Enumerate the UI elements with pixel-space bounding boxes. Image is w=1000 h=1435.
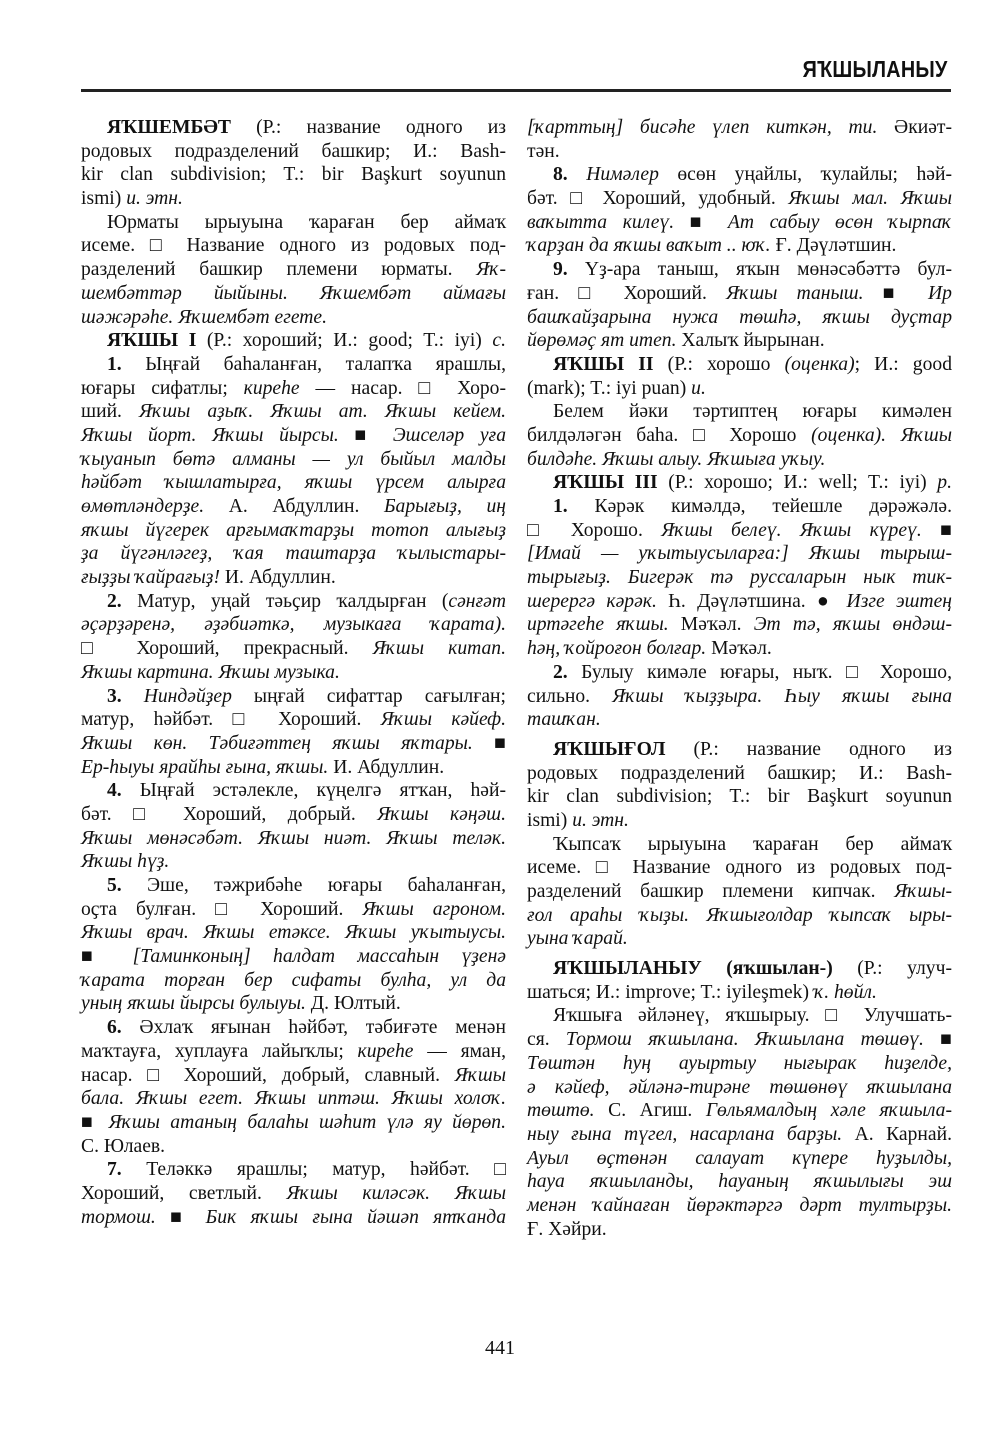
text-line [81,969,506,993]
text-line [527,234,952,258]
definition-text: А. Абдуллин. [204,496,384,517]
example-text: уның яҡшы йырсы булыуы. [81,993,306,1015]
definition-text: kir clan subdivision; T.: bir Başkurt soyunun [527,786,952,808]
text-line [527,1052,952,1076]
example-text: йөрөмәҫ ят итеп. [527,330,677,352]
definition-text: ■ [81,946,133,968]
example-text: Яҡ- [476,259,506,281]
definition-text: ған. □ Хороший. [527,282,727,304]
example-text: Яҡшы таныш. [726,282,864,304]
text-line [527,542,952,566]
example-text: Яҡшы йорт. Яҡшы йырсы. [81,424,339,446]
example-text: Яҡшы картина. Яҡшы музыка. [81,661,340,683]
text-line [81,424,506,448]
example-text: һәйбәт ҡышлатырға, яҡшы үрсем алырға [81,472,506,494]
text-line [527,282,952,306]
text-line [527,661,952,685]
definition-text: Ыңғай баһаланған, талапҡа ярашлы, [121,353,506,375]
definition-text: Халыҡ йырынан. [676,330,825,352]
text-line [81,661,506,685]
text-line [527,738,952,762]
definition-text: Ҡыпсаҡ ырыуына ҡараған бер аймаҡ [553,833,952,855]
headword: 8. [553,164,568,186]
headword: ЯҠШЫҒОЛ [553,738,666,760]
example-text: Яҡшы кәйеф. [380,709,506,731]
definition-text: Белем йәки тәртиптең юғары кимәлен [553,401,952,423]
definition-text: родовых подразделений башкир; И.: Bash- [527,762,952,784]
text-line [81,542,506,566]
text-line [81,945,506,969]
text-line [81,306,506,330]
definition-text: ■ [155,1206,206,1228]
text-line [81,187,506,211]
example-text: с. [492,330,506,352]
column-right [527,116,952,1241]
definition-text: И. Абдуллин. [328,756,445,778]
example-text: Яҡшы мөнәсәбәт. Яҡшы ниәт. Яҡшы теләк. [81,827,506,849]
example-text: башҡайҙарына нужа төшһә, яҡшы дуҫтар [527,306,952,328]
definition-text: И. Абдуллин. [219,567,336,589]
definition-text: (mark); T.: iyi puan) [527,377,692,399]
definition-text: Юрматы ырыуына ҡараған бер аймаҡ [107,211,506,233]
text-line [527,708,952,732]
text-line [81,756,506,780]
text-line [81,921,506,945]
example-text: [ҡарттың] бисәһе үлеп киткән, ти. [527,117,878,138]
text-line [81,495,506,519]
headword: 9. [553,259,568,281]
text-line [527,1076,952,1100]
definition-text: Әкиәт- [877,117,952,138]
definition-text: разделений башкир племени юрматы. [81,259,477,281]
text-line [81,1158,506,1182]
definition-text: ismi) [81,188,127,210]
definition-text: С. Юлаев. [81,1135,166,1157]
definition-text: ■ [863,282,929,304]
definition-text: (Р.: хороший; И.: good; T.: iyi) [196,330,493,352]
definition-text: — яман, [413,1040,507,1062]
example-text: Яҡшы ҡыҙҙыра. Һыу яҡшы ғына [612,685,952,707]
definition-text: Үҙ-ара таныш, яҡын мөнәсәбәттә бул- [567,259,952,281]
example-text: Ат сабыу өсөн ҡырпаҡ [727,211,952,233]
headword: ЯҠШЫ III [553,472,658,494]
example-text: ҡыуанып бөтә алманы — ул быйыл малды [81,448,506,470]
text-line [81,850,506,874]
text-line [81,116,506,140]
header-rule [81,89,951,92]
example-text: ә кәйеф, әйләнә-тирәне төшөнөү яҡшылана [527,1076,952,1098]
example-text: шәжәрәһе. Яҡшембәт егете. [81,306,328,328]
example-text: Барығыҙ, иң [383,496,507,517]
example-text: ташҡан. [527,709,601,731]
example-text: Яҡшы һүҙ. [81,851,170,873]
text-line [81,211,506,235]
text-line [527,140,952,164]
text-line [527,1194,952,1218]
text-line [527,377,952,401]
definition-text: (Р.: улуч- [832,958,952,980]
headword: 4. [107,780,122,802]
definition-text: ; И.: good [854,353,952,375]
text-line [527,400,952,424]
definition-text: С. Агиш. [594,1100,706,1122]
example-text: ғыҙҙы ҡайрағыҙ! [81,567,220,589]
headword: 1. [553,496,568,517]
text-line [527,471,952,495]
example-text: и. [691,377,706,399]
example-text: ҡ. һөйл. [813,981,877,1003]
definition-text: — насар. □ Хоро- [299,377,506,399]
definition-text: ■ [921,519,953,541]
example-text: Яҡшы китап. [372,638,506,660]
definition-text: матур, һәйбәт. □ Хороший. [81,709,381,731]
definition-text: бәт. □ Хороший, удобный. [527,188,789,210]
text-line [81,377,506,401]
text-line [81,282,506,306]
definition-text: родовых подразделений башкир; И.: Bash- [81,140,506,162]
text-line [527,785,952,809]
definition-text: Эше, тәжрибәһе юғары баһаланған, [121,875,506,896]
example-text: ҡарҙан да яҡшы ваҡыт .. юҡ. [527,235,771,257]
text-line [81,1087,506,1111]
headword: 2. [553,661,568,683]
text-line [527,519,952,543]
definition-text: ■ [338,424,393,446]
headword: ЯҠШЫ I [107,330,197,352]
example-text: и. этн. [126,188,183,210]
example-text: Эшселәр уға [392,424,506,446]
definition-text: Кәрәк кимәлдә, тейешле дәрәжәлә. [567,496,952,517]
example-text: Яҡшы- [894,881,952,902]
text-line [81,590,506,614]
definition-text: ■ [81,1111,109,1133]
definition-text: ■ [674,211,728,233]
definition-text: юғары сифатлы; [81,377,244,399]
headword: 1. [107,353,122,375]
example-text: Яҡшы көн. Тәбиғәттең яҡшы яҡтары. [81,732,473,754]
definition-text: Булыу кимәле юғары, ныҡ. □ Хорошо, [567,661,952,683]
example-text: Ниндәйҙер [143,685,232,707]
definition-text: разделений башкир племени кипчак. [527,881,895,902]
definition-text: (Р.: хорошо; И.: well; T.: iyi) [657,472,938,494]
definition-text: маҡтауға, хуплауға лайыҡлы; [81,1040,358,1062]
text-line [81,1135,506,1159]
text-line [81,1064,506,1088]
text-line [527,1123,952,1147]
definition-text: тән. [527,140,560,162]
definition-text: бәт. □ Хороший, добрый. [81,803,378,825]
definition-text: ший. [81,401,140,423]
running-head: ЯҠШЫЛАНЫУ [803,56,948,82]
definition-text: ■ [923,1029,952,1051]
definition-text: исеме. □ Название одного из родовых под- [527,857,952,879]
example-text: Бик яҡшы ғына йәшәп ятҡанда [205,1206,506,1228]
example-text: Яҡшы атаның балаһы шәһит үлә яу йөрөп. [108,1111,507,1133]
definition-text: ismi) [527,809,573,831]
text-line [81,898,506,922]
example-text: билдәһе. Яҡшы алыу. Яҡшыға уҡыу. [527,448,826,470]
text-line [81,353,506,377]
text-line [527,495,952,519]
text-line [81,519,506,543]
text-line [527,353,952,377]
example-text: Изге эштең [846,590,952,612]
example-text: Төштән һуң ауыртыу нығырак һиҙелде, [527,1052,952,1074]
text-line [527,1004,952,1028]
text-line [527,957,952,981]
example-text: Ауыл өҫтөнән салауат күпере һуҙылды, [527,1147,952,1169]
headword: ЯҠШЫ II [553,353,654,375]
example-text: Яҡшы [454,1064,506,1086]
example-text: шембәттәр йыйыны. Яҡшембәт аймағы [81,282,506,304]
text-line [527,1147,952,1171]
example-text: и. этн. [572,809,629,831]
example-text: Яҡшы кәңәш. [377,803,506,825]
definition-text: (Р.: хорошо [653,353,785,375]
definition-text: Хороший, светлый. [81,1182,287,1204]
text-line [81,637,506,661]
text-line [527,306,952,330]
text-line [527,880,952,904]
text-line [527,685,952,709]
definition-text: Мәҡәл. [668,614,754,636]
text-line [81,258,506,282]
headword: 2. [107,590,122,612]
definition-text: сильно. [527,685,613,707]
definition-text: Ғ. Хәйри. [527,1218,607,1240]
example-text: әҫәрҙәренә, әҙәбиәткә, музыкаға ҡарата). [81,614,506,636]
example-text: шерергә кәрәк. [527,590,657,612]
text-line [527,833,952,857]
example-text: ғол араһы ҡыҙы. Яҡшығолдар ҡыпсаҡ ыры- [527,904,952,926]
definition-text: Теләккә ярашлы; матур, һәйбәт. □ [121,1159,506,1181]
text-line [81,732,506,756]
headword: 5. [107,875,122,896]
example-text: ҙа йүгәнләгеҙ, ҡая таштарҙа ҡылыстары- [81,543,506,565]
headword: 7. [107,1159,122,1181]
example-text: Ер-һыуы ярайһы ғына, яҡшы. [81,756,329,778]
text-line [81,779,506,803]
definition-text: Һ. Дәүләтшина. ● [656,590,847,612]
text-line [81,448,506,472]
definition-text: А. Карнай. [842,1123,952,1145]
headword: ЯҠШЕМБӘТ [107,117,231,138]
example-text: Яҡшы врач. Яҡшы етәксе. Яҡшы уҡытыусы. [81,922,506,944]
text-line [81,163,506,187]
text-line [527,637,952,661]
text-line [527,116,952,140]
example-text: киреһе [243,377,300,399]
definition-text: билдәләгән баһа. □ Хорошо [527,424,812,446]
text-line [527,187,952,211]
definition-text [568,164,587,185]
example-text: яҡшы йүгерек арғымаҡтарҙы тотоп алығыҙ [81,519,506,541]
definition-text: Мәҡәл. [706,638,772,660]
text-line [81,613,506,637]
example-text: киреһе [357,1040,414,1062]
example-text: [Имай — уҡытыусыларға:] Яҡшы тырыш- [527,543,952,565]
example-text: Гөльямалдың хәле яҡшыла- [705,1100,952,1122]
text-line [81,803,506,827]
definition-text: өсөн уңайлы, ҡулайлы; һәй- [658,164,952,186]
text-line [81,140,506,164]
example-text: (оценка). Яҡшы [811,424,952,446]
example-text: (оценка) [784,353,855,375]
text-line [81,708,506,732]
text-line [527,762,952,786]
example-text: Яҡшы агроном. [362,898,506,920]
example-text: Нимәлер [586,164,659,186]
text-line [527,566,952,590]
example-text: ныу ғына түгел, насарлана барҙы. [527,1123,843,1145]
example-text: тормош. [81,1206,156,1228]
text-line [81,471,506,495]
example-text: уына ҡарай. [527,928,628,950]
definition-text: Матур, уңай тәьҫир ҡалдырған ( [121,590,449,612]
text-line [527,424,952,448]
definition-text: □ Хороший, прекрасный. [81,638,373,660]
example-text: өмөтләндерҙе. [81,496,205,517]
example-text: ваҡытта килеү. [527,211,675,233]
headword: 6. [107,1017,122,1039]
definition-text: kir clan subdivision; T.: bir Başkurt soyunun [81,164,506,186]
definition-text: ыңғай сифаттар сағылған; [231,685,506,707]
example-text: һәң, ҡойроғон болғар. [527,638,707,660]
definition-text: Ыңғай эстәлекле, күңелгә ятҡан, һәй- [121,780,506,802]
example-text: бала. Яҡшы егет. Яҡшы иптәш. Яҡшы холоҡ. [81,1088,506,1110]
text-line [81,566,506,590]
definition-text: □ Хорошо. [527,519,662,541]
headword: 3. [107,685,122,707]
text-line [527,904,952,928]
text-line [527,981,952,1005]
text-line [81,827,506,851]
text-line [527,329,952,353]
example-text: иртәгеһе яҡшы. [527,614,669,636]
example-text: төштө. [527,1100,595,1122]
page-number: 441 [485,1337,515,1359]
text-line [527,448,952,472]
text-line [527,613,952,637]
text-line [81,1111,506,1135]
text-line [81,400,506,424]
definition-text: Әхлаҡ яғынан һәйбәт, тәбиғәте менән [121,1017,506,1039]
column-left [81,116,506,1229]
definition-text: насар. □ Хороший, добрый, славный. [81,1064,455,1086]
definition-text: Д. Юлтый. [305,993,401,1015]
example-text: р. [937,472,952,494]
example-text: ҡарата торған бер сифаты булһа, ул да [81,969,506,991]
text-line [527,1218,952,1242]
text-line [81,1040,506,1064]
definition-text: ■ [472,732,506,754]
definition-text [122,686,144,707]
text-line [527,163,952,187]
text-line [81,1182,506,1206]
example-text: сәнғәт [448,590,506,612]
definition-text: шаться; И.: improve; T.: iyileşmek) [527,981,814,1003]
text-line [81,1016,506,1040]
text-line [81,685,506,709]
definition-text: ся. [527,1029,566,1051]
example-text: тырығыҙ. Бигерәк тә руссаларын нык тик- [527,567,952,589]
example-text: Тормош яҡшылана. Яҡшылана төшөү. [565,1029,924,1051]
definition-text: Ғ. Дәүләтшин. [770,235,897,257]
text-line [527,1170,952,1194]
text-line [527,1099,952,1123]
example-text: менән ҡайнаған йөрәктәргә дәрт тултырҙы. [527,1194,952,1216]
text-line [527,927,952,951]
definition-text: оҫта булған. □ Хороший. [81,898,363,920]
text-line [527,258,952,282]
text-line [527,211,952,235]
text-line [527,856,952,880]
text-line [527,809,952,833]
example-text: Яҡшы белеү. Яҡшы күреү. [661,519,922,541]
example-text: Ир [928,282,952,304]
text-line [81,234,506,258]
example-text: һауа яҡшыланды, һауаның яҡшылығы эш [527,1171,952,1193]
example-text: Яҡшы мал. Яҡшы [788,188,952,210]
text-line [527,590,952,614]
definition-text: исеме. □ Название одного из родовых под- [81,235,506,257]
definition-text: (Р.: название одного из [665,738,952,760]
text-line [527,1028,952,1052]
text-line [81,1206,506,1230]
definition-text: (Р.: название одного из [230,117,506,138]
example-text: [Таминконың] һалдат массаһын үҙенә [132,946,507,968]
text-line [81,874,506,898]
text-line [81,992,506,1016]
definition-text: Яҡшыға әйләнеү, яҡшырыу. □ Улучшать- [553,1005,952,1027]
example-text: Яҡшы киләсәк. Яҡшы [286,1182,506,1204]
headword: ЯҠШЫЛАНЫУ (яҡшылан-) [553,958,833,980]
example-text: Эт тә, яҡшы өндәш- [753,614,952,636]
text-line [81,329,506,353]
example-text: Яҡшы аҙыҡ. Яҡшы ат. Яҡшы кейем. [139,401,506,423]
